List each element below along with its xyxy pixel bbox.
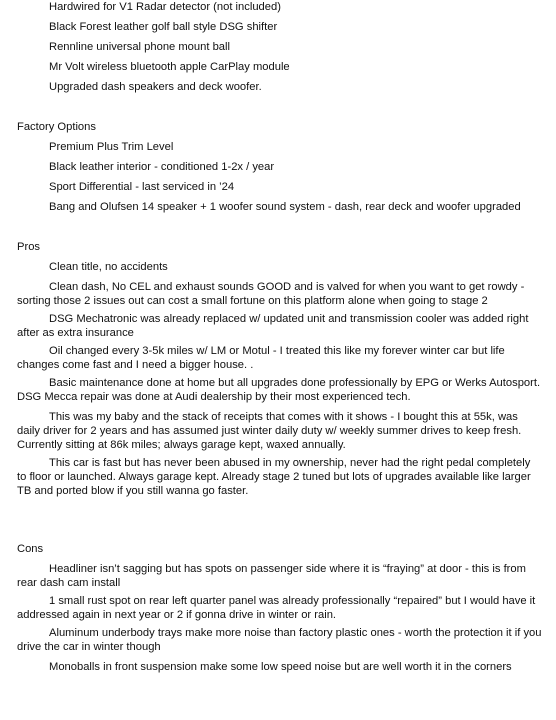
pros-paragraph: DSG Mechatronic was already replaced w/ updated unit and transmission cooler was added right after as extra insurance (17, 313, 529, 339)
pros-heading: Pros (17, 241, 41, 253)
cons-heading: Cons (17, 543, 44, 555)
list-item: Bang and Olufsen 14 speaker + 1 woofer sound system - dash, rear deck and woofer upgraded (49, 201, 521, 213)
list-item: Black Forest leather golf ball style DSG shifter (49, 21, 278, 33)
list-item: Clean title, no accidents (49, 261, 168, 273)
pros-paragraph: This was my baby and the stack of receipts that comes with it shows - I bought this at 55k, was daily driver for 2 years and has assumed just winter daily duty w/ weekly summer drives to keep fresh. Currently sitting at 86k miles; always garage kept, waxed annually. (17, 411, 522, 451)
cons-paragraph: 1 small rust spot on rear left quarter panel was already professionally “repaired” but I would have it addressed again in next year or 2 if gonna drive in winter or rain. (17, 595, 536, 621)
pros-paragraph: Basic maintenance done at home but all upgrades done professionally by EPG or Werks Autosport. DSG Mecca repair was done at Audi dealership by their most experienced tech. (17, 377, 541, 403)
cons-paragraph: Aluminum underbody trays make more noise than factory plastic ones - worth the protection it if you drive the car in winter though (17, 627, 542, 653)
list-item: Hardwired for V1 Radar detector (not included) (49, 1, 281, 13)
list-item: Upgraded dash speakers and deck woofer. (49, 81, 262, 93)
pros-paragraph: Oil changed every 3-5k miles w/ LM or Motul - I treated this like my forever winter car but life changes come fast and I need a bigger house. . (17, 345, 505, 371)
cons-paragraph: Monoballs in front suspension make some low speed noise but are well worth it in the corners (49, 661, 512, 673)
pros-paragraph: Clean dash, No CEL and exhaust sounds GOOD and is valved for when you want to get rowdy - sorting those 2 issues out can cost a small fortune on this platform alone when going to stage 2 (17, 281, 525, 307)
list-item: Premium Plus Trim Level (49, 141, 174, 153)
factory-options-heading: Factory Options (17, 121, 96, 133)
cons-paragraph: Headliner isn’t sagging but has spots on passenger side where it is “fraying” at door - this is from rear dash cam install (17, 563, 526, 589)
list-item: Sport Differential - last serviced in ’24 (49, 181, 235, 193)
list-item: Mr Volt wireless bluetooth apple CarPlay module (49, 61, 290, 73)
list-item: Rennline universal phone mount ball (49, 41, 230, 53)
pros-paragraph: This car is fast but has never been abused in my ownership, never had the right pedal completely to floor or launched. Always garage kept. Already stage 2 tuned but lots of upgrades available like larger TB and ported blow if you still wanna go faster. (17, 457, 531, 497)
list-item: Black leather interior - conditioned 1-2x / year (49, 161, 275, 173)
